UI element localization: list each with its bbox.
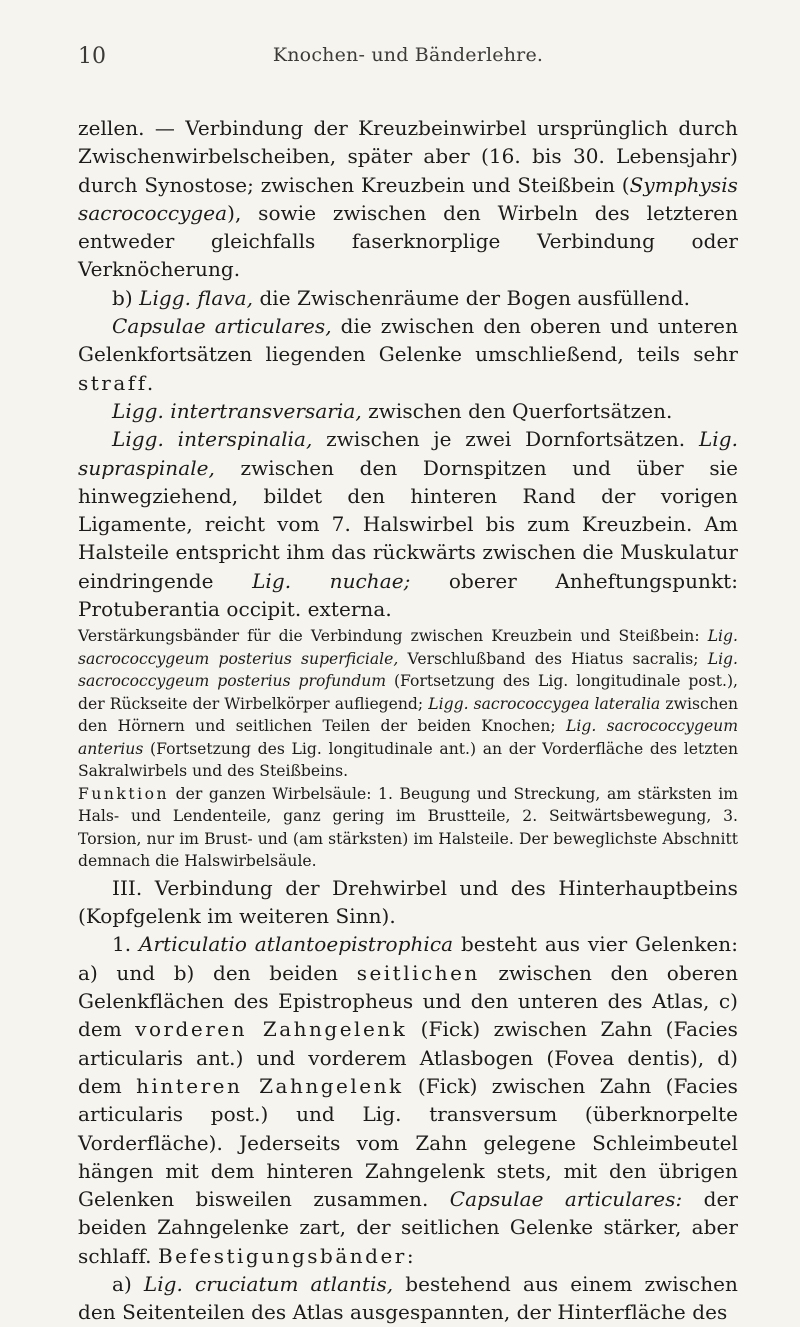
text-run: Verstärkungsbänder für die Verbindung zwischen Kreuzbein und Steißbein: bbox=[78, 627, 708, 646]
italic-term: Ligg. interspinalia, bbox=[112, 427, 313, 452]
text-run: (Fortsetzung des Lig. longitudinale ant.) an der Vorderfläche des letzten Sakralwirbels und des Steißbeins. bbox=[78, 739, 738, 781]
italic-term: Ligg. intertransversaria, bbox=[112, 398, 362, 423]
spaced-term: Funktion bbox=[78, 784, 170, 803]
text-run: (Fick) zwischen Zahn (Facies articularis ant.) und vorderem Atlasbogen (Fovea dentis), d) dem bbox=[78, 1017, 738, 1098]
text-run: die zwischen den oberen und unteren Gelenkfortsätzen liegenden Gelenke umschließend, teils sehr bbox=[78, 314, 738, 367]
paragraph-b-1 bbox=[78, 930, 738, 1270]
main-text-block bbox=[78, 114, 738, 623]
italic-term: Lig. sacrococcygeum anterius bbox=[78, 717, 738, 758]
main-text-block-2 bbox=[78, 874, 738, 1327]
small-paragraph-0 bbox=[78, 625, 738, 783]
text-run: der ganzen Wirbelsäule: 1. Beugung und Streckung, am stärksten im Hals- und Lendenteile, ganz gering im Brustteile, 2. Seitwärtsbewegung, 3. Torsion, nur im Brust- und (am stärksten) im Halsteile. Der beweglichste Abschnitt demnach die Halswirbelsäule. bbox=[78, 784, 738, 871]
italic-term: Lig. cruciatum atlantis, bbox=[143, 1272, 394, 1296]
text-run: zwischen den oberen Gelenkflächen des Epistropheus und den unteren des Atlas, c) dem bbox=[78, 960, 738, 1042]
italic-term: Lig. supraspinale, bbox=[78, 427, 738, 480]
italic-term: Lig. sacrococcygeum posterius profundum bbox=[78, 649, 739, 691]
text-run: (Fick) zwischen Zahn (Facies articularis post.) und Lig. transversum (überknorpelte Vorderfläche). Jederseits vom Zahn gelegene Schleimbeutel hängen mit dem hinteren Zahngelenk stets, mit den übrigen Gelenken bisweilen zusammen. bbox=[78, 1073, 738, 1212]
italic-term: Ligg. flava, bbox=[139, 285, 254, 310]
running-title: Knochen- und Bänderlehre. bbox=[272, 44, 544, 66]
spaced-term: Befestigungsbänder: bbox=[157, 1243, 417, 1268]
text-run: III. Verbindung der Drehwirbel und des Hinterhauptbeins (Kopfgelenk im weiteren Sinn). bbox=[78, 875, 738, 929]
text-run: Verschlußband des Hiatus sacralis; bbox=[398, 649, 708, 668]
italic-term: Lig. nuchae; bbox=[252, 568, 411, 593]
paragraph-3 bbox=[78, 397, 738, 425]
italic-term: Lig. sacrococcygeum posterius superficiale, bbox=[78, 627, 738, 668]
spaced-term: hinteren Zahngelenk bbox=[136, 1073, 404, 1098]
italic-term: Symphysis sacrococcygea bbox=[78, 172, 738, 225]
text-run: zellen. — Verbindung der Kreuzbeinwirbel ursprünglich durch Zwischenwirbelscheiben, später aber (16. bis 30. Lebensjahr) durch Synostose; zwischen Kreuzbein und Steißbein ( bbox=[78, 116, 738, 197]
text-run: zwischen den Querfortsätzen. bbox=[361, 398, 673, 423]
italic-term: Capsulae articulares: bbox=[449, 1187, 683, 1212]
page-number: 10 bbox=[78, 44, 106, 69]
text-run: die Zwischenräume der Bogen ausfüllend. bbox=[253, 285, 690, 310]
text-run: der beiden Zahngelenke zart, der seitlichen Gelenke stärker, aber schlaff. bbox=[78, 1187, 738, 1268]
text-run: (Fortsetzung des Lig. longitudinale post.), der Rückseite der Wirbelkörper aufliegend; bbox=[78, 672, 738, 713]
spaced-term: straff. bbox=[78, 370, 156, 395]
paragraph-4 bbox=[78, 425, 738, 623]
text-run: besteht aus vier Gelenken: a) und b) den beiden bbox=[78, 932, 739, 985]
spaced-term: vorderen Zahngelenk bbox=[135, 1017, 408, 1042]
paragraph-0 bbox=[78, 114, 738, 284]
book-page bbox=[78, 44, 738, 1327]
italic-term: Capsulae articulares, bbox=[112, 314, 332, 339]
text-run: zwischen je zwei Dornfortsätzen. bbox=[312, 427, 699, 452]
paragraph-b-0 bbox=[78, 874, 738, 931]
text-run: a) bbox=[112, 1272, 144, 1296]
italic-term: Articulatio atlantoepistrophica bbox=[139, 932, 454, 957]
italic-term: Ligg. sacrococcygea lateralia bbox=[428, 694, 661, 713]
text-run: zwischen den Dornspitzen und über sie hinwegziehend, bildet den hinteren Rand der vorigen Ligamente, reicht vom 7. Halswirbel bis zum Kreuzbein. Am Halsteile entspricht ihm das rückwärts zwischen die Muskulatur eindringende bbox=[78, 455, 738, 593]
text-run: 1. bbox=[112, 932, 140, 957]
text-run: zwischen den Hörnern und seitlichen Teilen der beiden Knochen; bbox=[78, 694, 738, 736]
text-run: ), sowie zwischen den Wirbeln des letzteren entweder gleichfalls faserknorplige Verbindung oder Verknöcherung. bbox=[78, 200, 738, 282]
paragraph-1 bbox=[78, 284, 738, 312]
text-run: b) bbox=[112, 285, 140, 310]
small-paragraph-1 bbox=[78, 783, 738, 873]
paragraph-2 bbox=[78, 312, 738, 397]
spaced-term: seitlichen bbox=[356, 960, 480, 985]
small-print-block bbox=[78, 625, 738, 873]
text-run: bestehend aus einem zwischen den Seitenteilen des Atlas ausgespannten, der Hinterfläche des bbox=[78, 1272, 738, 1325]
paragraph-b-2 bbox=[78, 1270, 738, 1327]
running-header bbox=[78, 44, 738, 78]
text-run: oberer Anheftungspunkt: Protuberantia occipit. externa. bbox=[78, 568, 738, 622]
